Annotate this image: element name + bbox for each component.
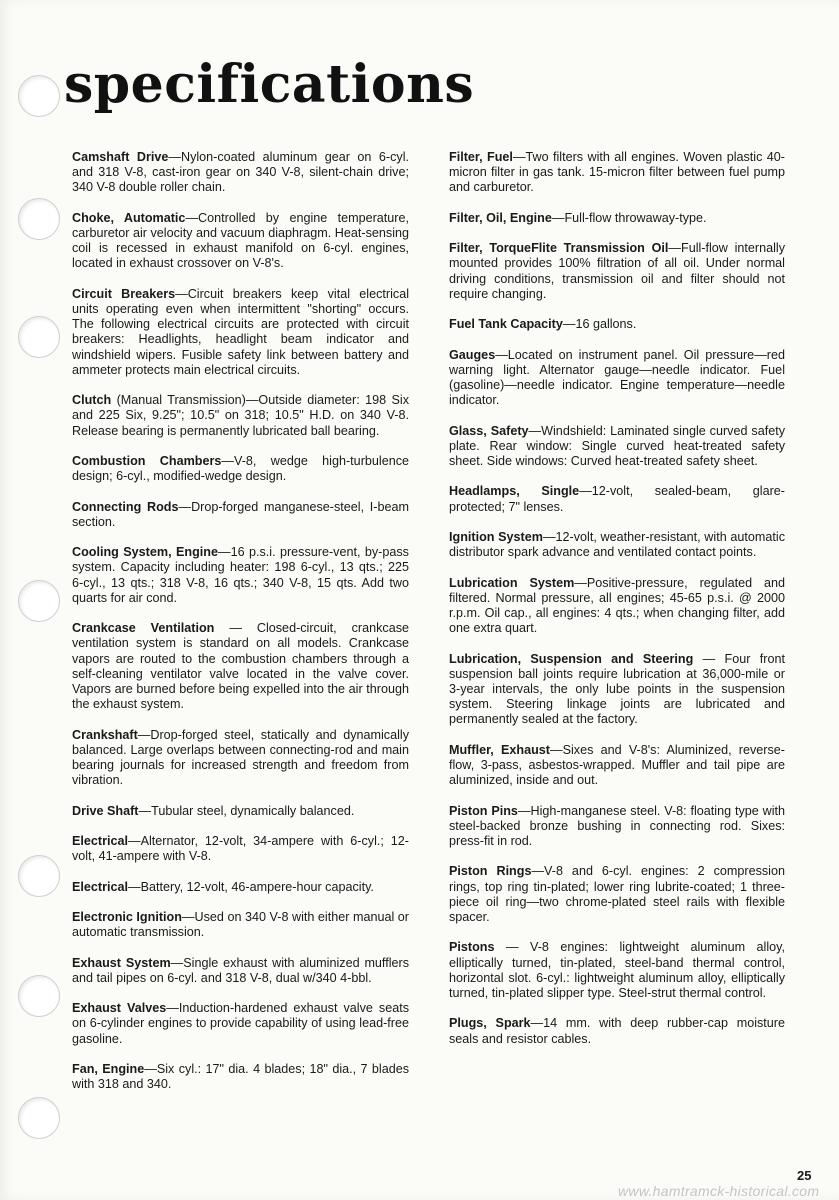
spec-description: — V-8 engines: lightweight aluminum alloy, elliptically turned, tin-plated, steel-band thermal control, horizontal slot. 6-cyl.: lightweight aluminum alloy, elliptically turned, tin-plated slipper type. Steel-strut thermal control. [449, 940, 785, 1000]
spec-entry [449, 317, 785, 332]
spec-description: (Manual Transmission)—Outside diameter: 198 Six and 225 Six, 9.25"; 10.5" on 318; 10.5" H.D. on 340 V-8. Release bearing is permanently lubricated ball bearing. [72, 393, 409, 438]
spec-entry [449, 150, 785, 196]
spec-term: Crankcase Ventilation [72, 621, 215, 636]
spec-entry [72, 211, 409, 272]
spec-term: Clutch [72, 393, 112, 408]
spec-entry [449, 484, 785, 514]
page-title: specifications [64, 54, 475, 115]
spec-term: Headlamps, Single [449, 484, 580, 499]
spec-description: —16 gallons. [562, 317, 637, 332]
spec-entry [449, 864, 785, 925]
spec-description: —Tubular steel, dynamically balanced. [138, 803, 355, 818]
spec-entry [72, 287, 409, 378]
spec-term: Filter, Oil, Engine [449, 210, 552, 225]
spec-entry [449, 1016, 785, 1046]
spec-description: —Battery, 12-volt, 46-ampere-hour capacity. [128, 879, 374, 894]
spec-entry [449, 348, 785, 409]
spec-entry [72, 1001, 409, 1047]
spec-term: Plugs, Spark [449, 1016, 531, 1031]
spec-entry [72, 956, 409, 986]
spec-description: —12-volt, weather-resistant, with automatic distributor spark advance and ventilated contact points. [449, 529, 785, 560]
spec-description: —Single exhaust with aluminized mufflers and tail pipes on 6-cyl. and 318 V-8, dual w/340 4-bbl. [72, 955, 409, 985]
spec-term: Glass, Safety [449, 423, 529, 438]
spec-entry [72, 454, 409, 484]
spec-term: Choke, Automatic [72, 210, 186, 225]
spec-term: Electrical [72, 833, 129, 848]
spec-term: Electrical [72, 879, 129, 894]
spec-term: Exhaust Valves [72, 1001, 167, 1016]
binder-hole [18, 855, 60, 897]
page-number: 25 [797, 1168, 812, 1183]
watermark: www.hamtramck-historical.com [618, 1183, 820, 1199]
spec-description: —V-8, wedge high-turbulence design; 6-cyl., modified-wedge design. [72, 454, 409, 484]
binder-hole [18, 1097, 60, 1139]
binder-hole [18, 75, 60, 117]
spec-term: Drive Shaft [72, 803, 139, 818]
spec-entry [72, 728, 409, 789]
spec-term: Gauges [449, 347, 496, 362]
spec-term: Lubrication System [449, 575, 575, 590]
spec-description: —14 mm. with deep rubber-cap moisture seals and resistor cables. [449, 1016, 785, 1046]
spec-description: —Alternator, 12-volt, 34-ampere with 6-cyl.; 12-volt, 41-ampere with V-8. [72, 833, 409, 864]
spec-description: —High-manganese steel. V-8: floating type with steel-backed bronze bushing in connecting rod. Sixes: press-fit in rod. [449, 803, 786, 848]
spec-description: —Circuit breakers keep vital electrical units operating even when intermittent "shorting" occurs. The following electrical circuits are protected with circuit breakers: Headlights, headlight beam indicator and windshield wipers. Fusible safety link between battery and ammeter protects main electrical circuits. [72, 286, 409, 377]
spec-term: Piston Rings [449, 864, 532, 879]
spec-description: —Sixes and V-8's: Aluminized, reverse-flow, 3-pass, asbestos-wrapped. Muffler and tail pipe are aluminized, inside and out. [449, 742, 785, 788]
spec-description: —16 p.s.i. pressure-vent, by-pass system. Capacity including heater: 198 6-cyl., 13 qts.; 225 6-cyl., 13 qts.; 318 V-8, 16 qts.; 340 V-8, 15 qts. Add two quarts for air cond. [72, 545, 409, 605]
spec-entry [449, 940, 785, 1001]
spec-entry [72, 545, 409, 606]
spec-term: Camshaft Drive [72, 150, 169, 164]
binder-hole [18, 316, 60, 358]
spec-term: Filter, TorqueFlite Transmission Oil [449, 241, 669, 256]
spec-entry [72, 1062, 409, 1092]
spec-entry [72, 804, 409, 819]
spec-description: —Used on 340 V-8 with either manual or automatic transmission. [72, 909, 410, 940]
spec-term: Fan, Engine [72, 1061, 145, 1076]
spec-term: Combustion Chambers [72, 454, 222, 468]
spec-description: —Two filters with all engines. Woven plastic 40-micron filter in gas tank. 15-micron filter between fuel pump and carburetor. [449, 150, 785, 195]
spec-term: Muffler, Exhaust [449, 742, 550, 757]
spec-term: Electronic Ignition [72, 909, 182, 924]
spec-description: —12-volt, sealed-beam, glare-protected; 7" lenses. [449, 484, 785, 514]
spec-entry [449, 804, 785, 850]
spec-description: —V-8 and 6-cyl. engines: 2 compression rings, top ring tin-plated; lower ring lubrite-coated; 1 three-piece oil ring—two chrome-plated steel rails with flexible spacer. [449, 864, 785, 924]
spec-description: —Drop-forged steel, statically and dynamically balanced. Large overlaps between connecting-rod and main bearing journals for increased strength and freedom from vibration. [72, 727, 409, 788]
right-spec-column [449, 150, 785, 1062]
spec-entry [72, 621, 409, 712]
spec-description: —Nylon-coated aluminum gear on 6-cyl. and 318 V-8, cast-iron gear on 340 V-8, silent-chain drive; 340 V-8 double roller chain. [72, 150, 409, 195]
spec-term: Exhaust System [72, 955, 171, 970]
spec-entry [72, 150, 409, 196]
spec-entry [449, 530, 785, 560]
spec-entry [449, 241, 785, 302]
spec-entry [449, 576, 785, 637]
spec-term: Ignition System [449, 529, 543, 544]
spec-entry [449, 652, 785, 728]
spec-description: — Four front suspension ball joints require lubrication at 36,000-mile or 3-year intervals, the only lube points in the suspension system. Steering linkage joints are lubricated and permanently sealed at the factory. [449, 651, 785, 727]
spec-description: —Full-flow throwaway-type. [551, 210, 707, 225]
spec-entry [72, 880, 409, 895]
spec-description: —Located on instrument panel. Oil pressure—red warning light. Alternator gauge—needle indicator. Fuel (gasoline)—needle indicator. Engine temperature—needle indicator. [449, 347, 785, 408]
spec-entry [72, 910, 409, 940]
spec-term: Filter, Fuel [449, 150, 513, 164]
spec-description: —Six cyl.: 17" dia. 4 blades; 18" dia., 7 blades with 318 and 340. [72, 1061, 410, 1092]
spec-description: —Windshield: Laminated single curved safety plate. Rear window: Single curved heat-treated safety sheet. Side windows: Curved heat-treated safety sheet. [449, 423, 785, 468]
spec-description: —Positive-pressure, regulated and filtered. Normal pressure, all engines; 45-65 p.s.i. @ 2000 r.p.m. Oil cap., all engines: 4 qts.; when changing filter, add one extra quart. [449, 575, 785, 636]
spec-entry [72, 393, 409, 439]
spec-description: —Controlled by engine temperature, carburetor air velocity and vacuum diaphragm. Heat-sensing coil is recessed in exhaust manifold on 6-cyl. engines, located in exhaust crossover on V-8's. [72, 210, 410, 271]
binder-hole [18, 580, 60, 622]
spec-description: — Closed-circuit, crankcase ventilation system is standard on all models. Crankcase vapors are routed to the combustion chambers through a self-cleaning ventilator valve located in the valve cover. Vapors are burned before being expelled into the air through the exhaust system. [72, 621, 409, 712]
spec-entry [449, 424, 785, 470]
spec-term: Lubrication, Suspension and Steering [449, 651, 694, 666]
spec-term: Pistons [449, 940, 495, 955]
spec-term: Cooling System, Engine [72, 545, 218, 560]
spec-entry [72, 500, 409, 530]
spec-term: Crankshaft [72, 727, 138, 742]
spec-term: Fuel Tank Capacity [449, 317, 563, 332]
binder-hole [18, 198, 60, 240]
spec-term: Piston Pins [449, 803, 518, 818]
spec-entry [449, 743, 785, 789]
spec-description: —Drop-forged manganese-steel, I-beam section. [72, 499, 409, 529]
spec-entry [449, 211, 785, 226]
spec-entry [72, 834, 409, 864]
spec-description: —Induction-hardened exhaust valve seats on 6-cylinder engines to provide capability of using lead-free gasoline. [72, 1001, 409, 1046]
left-spec-column [72, 150, 409, 1108]
spec-term: Circuit Breakers [72, 286, 176, 301]
binder-hole [18, 975, 60, 1017]
spec-term: Connecting Rods [72, 499, 179, 514]
spec-description: —Full-flow internally mounted provides 100% filtration of all oil. Under normal driving conditions, transmission oil and filter should not require changing. [449, 241, 786, 301]
